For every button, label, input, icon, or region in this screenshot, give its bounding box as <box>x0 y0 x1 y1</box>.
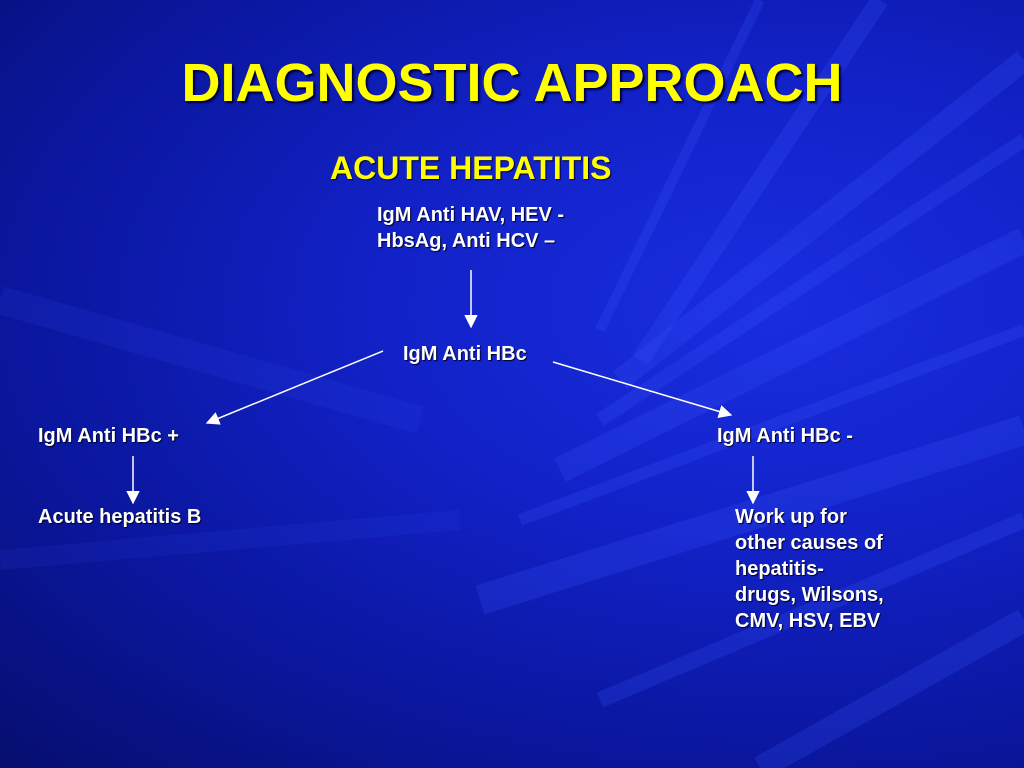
left-result-node: IgM Anti HBc + <box>38 425 179 447</box>
slide-subtitle: ACUTE HEPATITIS <box>330 150 612 186</box>
right-outcome-line-4: drugs, Wilsons, <box>735 584 884 606</box>
right-result-node: IgM Anti HBc - <box>717 425 853 447</box>
arrow-middle-to-right <box>553 362 731 415</box>
right-outcome-line-5: CMV, HSV, EBV <box>735 610 881 632</box>
start-node-line-2: HbsAg, Anti HCV – <box>377 230 556 252</box>
arrow-middle-to-left <box>207 351 383 423</box>
left-outcome-node: Acute hepatitis B <box>38 506 202 528</box>
slide-title: DIAGNOSTIC APPROACH <box>181 53 843 113</box>
right-outcome-line-1: Work up for <box>735 506 847 528</box>
start-node-line-1: IgM Anti HAV, HEV - <box>377 204 565 226</box>
right-outcome-line-3: hepatitis- <box>735 558 824 580</box>
right-outcome-line-2: other causes of <box>735 532 883 554</box>
middle-node: IgM Anti HBc <box>403 343 527 365</box>
